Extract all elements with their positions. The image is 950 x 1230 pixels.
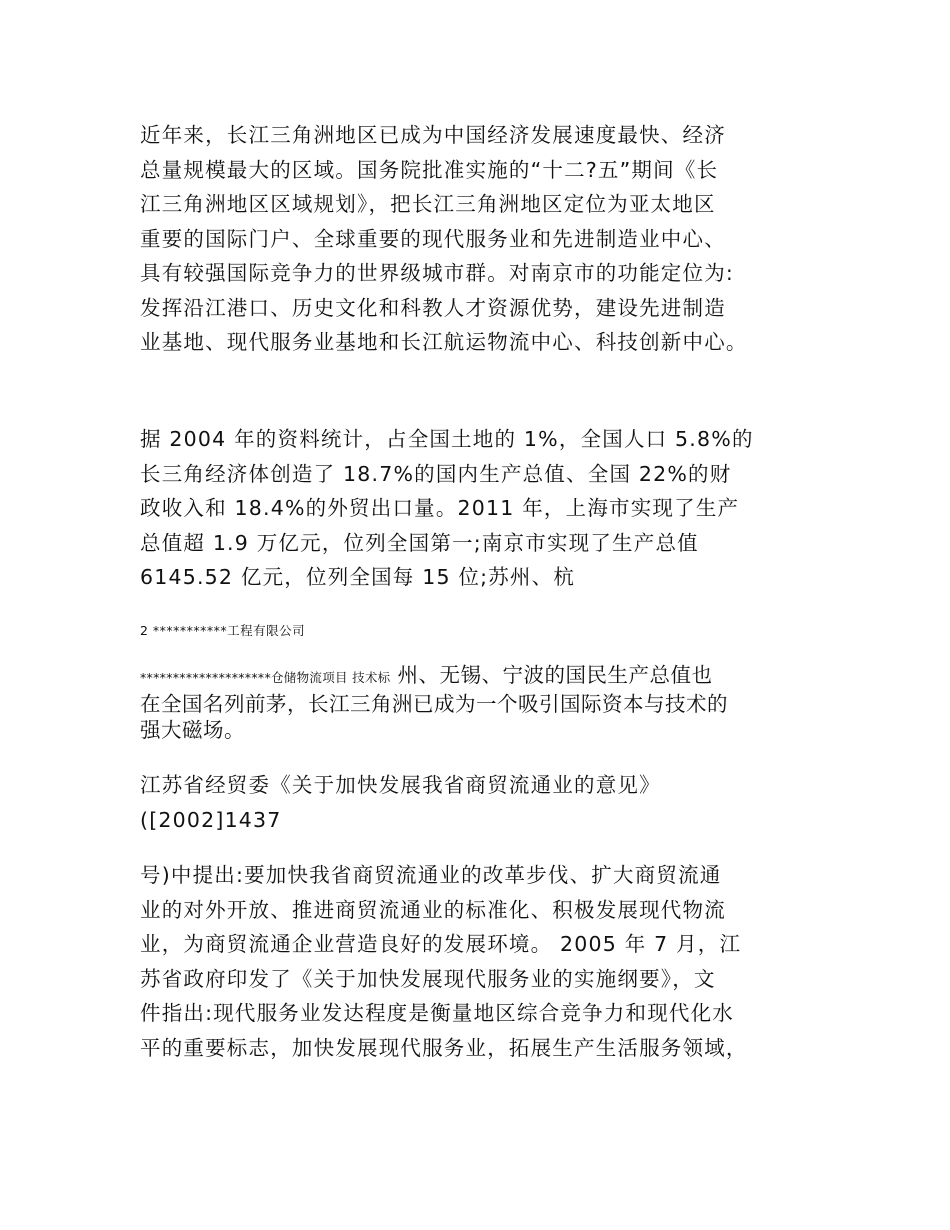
text-line: 平的重要标志，加快发展现代服务业，拓展生产生活服务领域， [140, 1035, 748, 1060]
text-line: 政收入和 18.4%的外贸出口量。2011 年，上海市实现了生产 [140, 496, 740, 520]
paragraph-regional-overview [140, 118, 820, 360]
text-line: 6145.52 亿元，位列全国每 15 位;苏州、杭 [140, 565, 576, 589]
text-line: 业基地、现代服务业基地和长江航运物流中心、科技创新中心。 [140, 330, 748, 354]
text-line: 发挥沿江港口、历史文化和科教人才资源优势，建设先进制造 [140, 295, 726, 320]
text-line: 强大磁场。 [140, 718, 245, 742]
text-line: 近年来，长江三角洲地区已成为中国经济发展速度最快、经济 [140, 123, 726, 147]
text-line: 业，为商贸流通企业营造良好的发展环境。 2005 年 7 月，江 [140, 932, 742, 956]
text-line: 业的对外开放、推进商贸流通业的标准化、积极发展现代物流 [140, 897, 726, 922]
text-line: 在全国名列前茅，长江三角洲已成为一个吸引国际资本与技术的 [140, 692, 728, 716]
text-line: 总值超 1.9 万亿元，位列全国第一;南京市实现了生产总值 [140, 530, 699, 555]
paragraph-statistics [140, 422, 820, 595]
text-line: 件指出:现代服务业发达程度是衡量地区综合竞争力和现代化水 [140, 1001, 735, 1025]
text-line: 具有较强国际竞争力的世界级城市群。对南京市的功能定位为: [140, 261, 735, 285]
text-line-rest: 州、无锡、宁波的国民生产总值也 [390, 663, 713, 687]
text-line: 长三角经济体创造了 18.7%的国内生产总值、全国 22%的财 [140, 461, 732, 486]
text-line: 江三角洲地区区域规划》，把长江三角洲地区定位为亚太地区 [140, 192, 716, 216]
paragraph-modern-services [140, 858, 820, 1065]
text-line: 总量规模最大的区域。国务院批准实施的“十二?五”期间《长 [140, 157, 719, 182]
text-line: 江苏省经贸委《关于加快发展我省商贸流通业的意见》 [140, 773, 661, 797]
page-footer: 2 ***********工程有限公司 [140, 623, 306, 638]
text-line: 据 2004 年的资料统计，占全国土地的 1%，全国人口 5.8%的 [140, 427, 754, 451]
paragraph-continuation [140, 662, 820, 743]
paragraph-jiangsu-opinion [140, 768, 820, 837]
running-header: ********************仓储物流项目 技术标 [140, 670, 391, 685]
text-line: 苏省政府印发了《关于加快发展现代服务业的实施纲要》，文 [140, 966, 716, 991]
text-line: ([2002]1437 [140, 807, 282, 832]
text-line: 重要的国际门户、全球重要的现代服务业和先进制造业中心、 [140, 226, 726, 251]
text-line: 号)中提出:要加快我省商贸流通业的改革步伐、扩大商贸流通 [140, 863, 722, 887]
running-header-line [140, 662, 820, 691]
